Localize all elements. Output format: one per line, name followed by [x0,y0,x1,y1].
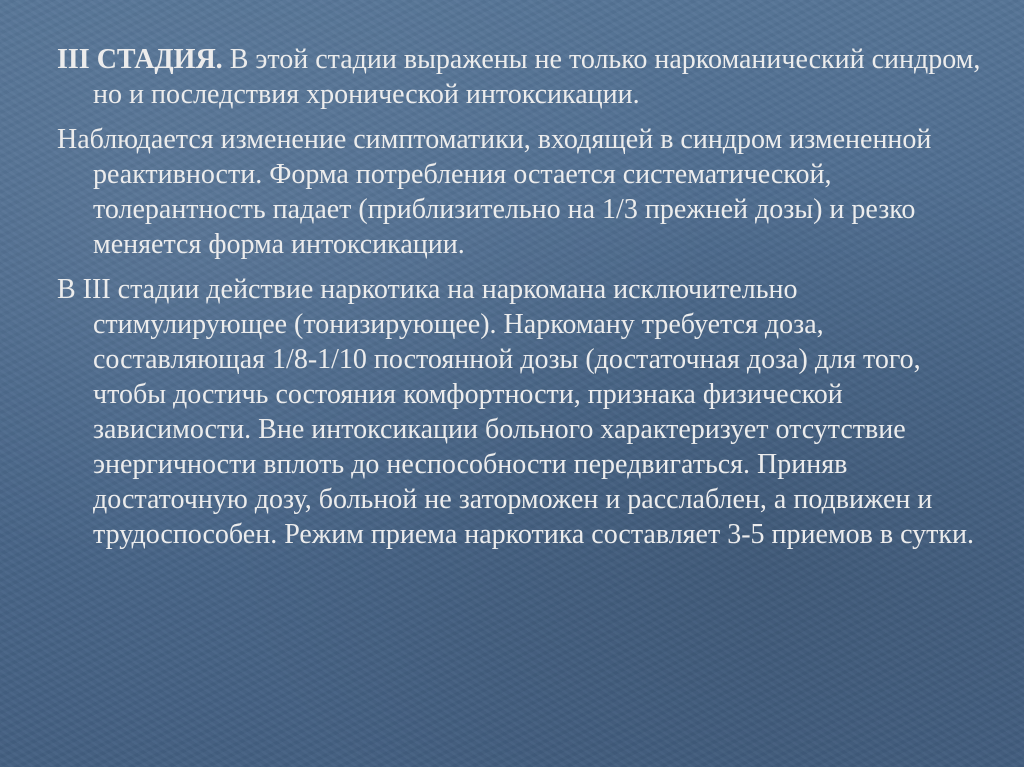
paragraph-drug-effect [57,272,987,552]
paragraph-stage-intro [57,42,987,112]
stage-intro-text: В этой стадии выражены не только наркоманический синдром, но и последствия хронической интоксикации. [93,44,981,110]
slide-body [57,42,987,562]
drug-effect-text: В III стадии действие наркотика на наркомана исключительно стимулирующее (тонизирующее). Наркоману требуется доза, составляющая 1/8-1/10 постоянной дозы (достаточная доза) для того, чтобы достичь состояния комфортности, признака физической зависимости. Вне интоксикации больного характеризует отсутствие энергичности вплоть до неспособности передвигаться. Приняв достаточную дозу, больной не заторможен и расслаблен, а подвижен и трудоспособен. Режим приема наркотика составляет 3-5 приемов в сутки. [57,274,974,550]
stage-heading: III СТАДИЯ. [57,44,223,75]
paragraph-symptom-change [57,122,987,262]
symptom-change-text: Наблюдается изменение симптоматики, входящей в синдром измененной реактивности. Форма потребления остается систематической, толерантность падает (приблизительно на 1/3 прежней дозы) и резко меняется форма интоксикации. [57,124,932,260]
